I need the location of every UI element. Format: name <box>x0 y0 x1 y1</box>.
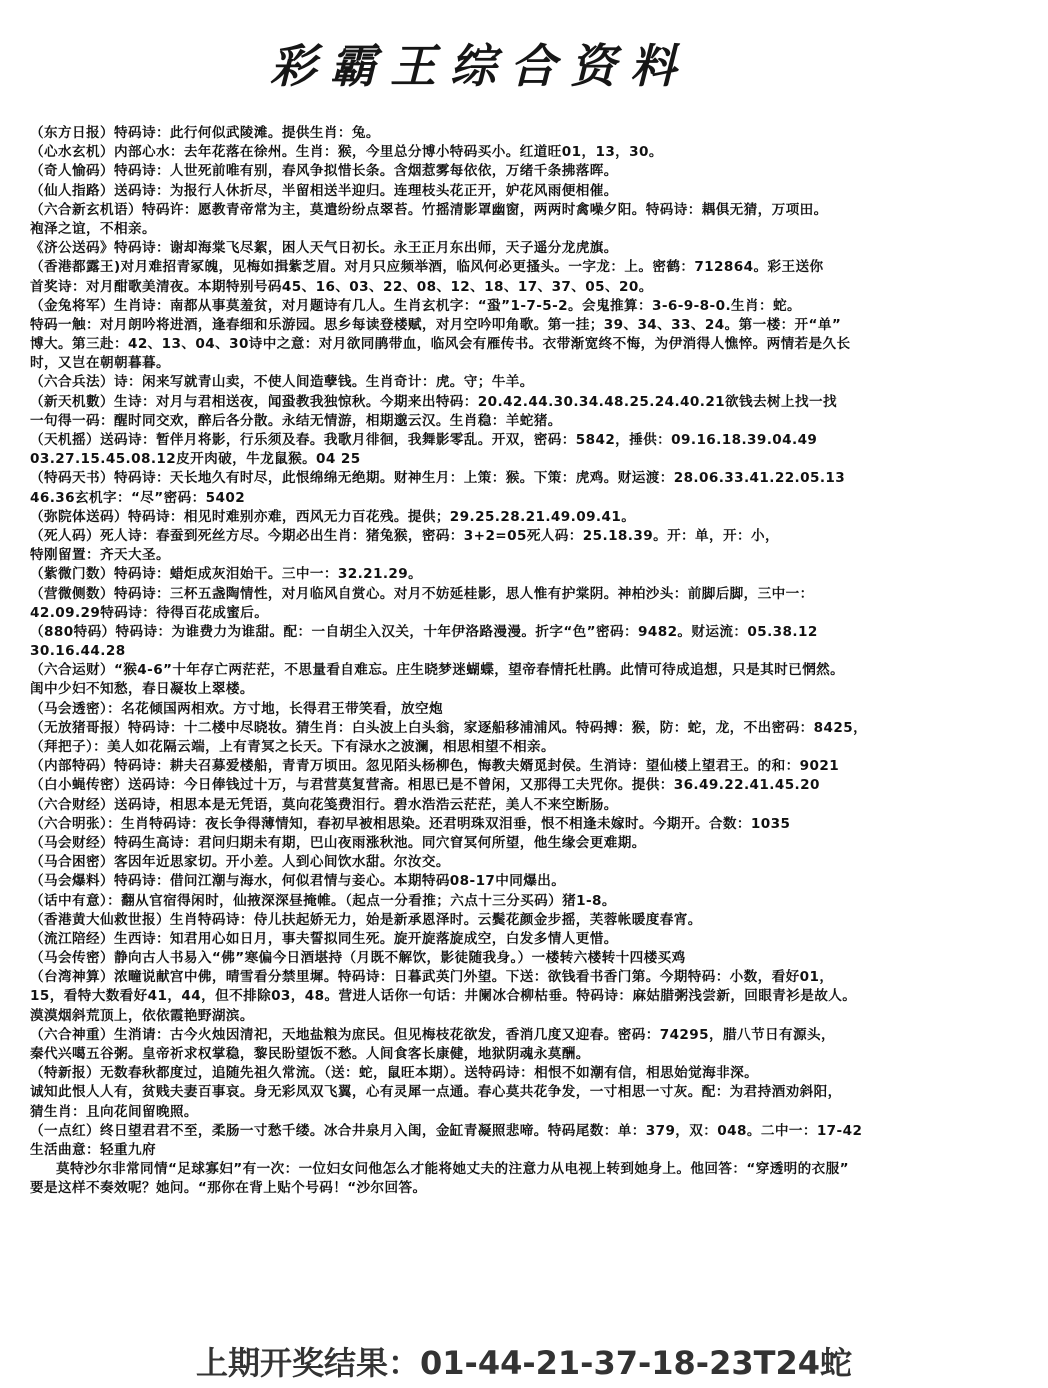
text-line: （奇人愉码）特码诗：人世死前唯有别，春风争拟惜长条。含烟惹雾每依依，万绪千条拂落晖。 <box>30 163 618 180</box>
text-line: （拜把子）：美人如花隔云端，上有青冥之长天。下有渌水之波澜，相思相望不相亲。 <box>30 739 555 755</box>
text-line: （六合兵法）诗：闲来写就青山卖，不使人间造孽钱。生肖奇计：虎。守；牛羊。 <box>30 374 534 391</box>
text-line: （880特码）特码诗：为谁费力为谁甜。配：一自胡尘入汉关，十年伊洛路漫漫。折字“色”密码：9482。财运流：05.38.12 <box>30 623 818 640</box>
text-line: （弥院体送码）特码诗：相见时难别亦难，西风无力百花残。提供；29.25.28.21.49.09.41。 <box>30 508 636 525</box>
text-line: （六合明张）：生肖特码诗：夜长争得薄情知，春初早被相思染。还君明珠双泪垂，恨不相逢未嫁时。今期开。合数：1035 <box>30 815 791 832</box>
text-line: 秦代兴噶五谷粥。皇帝祈求权掌稳，黎民盼望饭不愁。人间食客长康健，地狱阴魂永莫酬。 <box>30 1046 590 1062</box>
last-draw-result: 上期开奖结果：01-44-21-37-18-23T24蛇 <box>196 1344 852 1382</box>
text-line: 30.16.44.28 <box>30 643 126 660</box>
text-line: （台湾神算）浓疃说献宫中佛，晴雪看分禁里墀。特码诗：日暮武英门外望。下送：欲钱看书香门第。今期特码：小数，看好01， <box>30 969 834 986</box>
text-line: （六合神重）生消请：古今火烛因清祀，天地盐粮为庶民。但见梅枝花欲发，香消几度又迎春。密码：74295，腊八节日有源头， <box>30 1026 835 1043</box>
text-line: 特刚留置：齐天大圣。 <box>30 547 170 564</box>
text-line: 要是这样不奏效呢？她问。“那你在背上贴个号码！“沙尔回答。 <box>30 1180 427 1197</box>
text-line: 42.09.29特码诗：待得百花成蜜后。 <box>30 604 269 621</box>
text-line: 闺中少妇不知愁，春日凝妆上翠楼。 <box>30 681 254 698</box>
text-line: 时，又岂在朝朝暮暮。 <box>30 355 170 372</box>
text-line: （特码天书）特码诗：天长地久有时尽，此恨绵绵无绝期。财神生月：上策：猴。下策：虎鸡。财运渡：28.06.33.41.22.05.13 <box>30 470 846 487</box>
text-line: （马会财经）特码生高诗：君问归期未有期，巴山夜雨涨秋池。同穴窅冥何所望，他生缘会更难期。 <box>30 834 646 851</box>
text-line: （一点红）终日望君君不至，柔肠一寸愁千缕。冰合井泉月入闺，金缸青凝照悲啼。特码尾数：单：379，双：048。二中一：17-42 <box>30 1122 863 1139</box>
text-line: 15，看特大数看好41，44，但不排除03，48。营进人话你一句话：井阑冰合柳枯垂。特码诗：麻姑腊粥浅尝新，回眼青衫是故人。 <box>30 988 857 1005</box>
text-line: （流江陪经）生西诗：知君用心如日月，事夫誓拟同生死。旋开旋落旋成空，白发多情人更惜。 <box>30 930 618 947</box>
document-body <box>30 124 1045 1199</box>
text-line: 诚知此恨人人有，贫贱夫妻百事哀。身无彩凤双飞翼，心有灵犀一点通。春心莫共花争发，一寸相思一寸灰。配：为君持酒劝斜阳， <box>30 1084 842 1101</box>
text-line: （话中有意）：翻从官宿得闲时，仙掖深深昼掩帷。（起点一分看推；六点十三分买码）猪1-8。 <box>30 892 616 909</box>
text-line: （香港黄大仙救世报）生肖特码诗：侍儿扶起娇无力，始是新承恩泽时。云鬓花颜金步摇，芙蓉帐暖度春宵。 <box>30 911 702 928</box>
text-line: （特新报）无数春秋都度过，追随先祖久常流。（送：蛇，鼠旺本期）。送特码诗：相恨不如潮有信，相思始觉海非深。 <box>30 1065 759 1082</box>
text-line: （紫微门数）特码诗：蜡炬成灰泪始干。三中一：32.21.29。 <box>30 566 423 583</box>
text-line: （六合运财）“猴4-6”十年存亡两茫茫，不思量看自难忘。庄生晓梦迷蝴蝶，望帝春情托杜鹃。此情可待成追想，只是其时已惘然。 <box>30 662 845 679</box>
text-line: 袍泽之谊，不相亲。 <box>30 220 156 237</box>
text-line: （香港都露王)对月难招青冢魄，见梅如揖紫芝眉。对月只应频举酒，临风何必更搔头。一字龙：上。密鹤：712864。彩王送你 <box>30 259 824 276</box>
text-line: （马合困密）客因年近思家切。开小差。人到心间饮水甜。尔汝交。 <box>30 854 450 871</box>
text-line: （白小蝇传密）送码诗：今日俸钱过十万，与君营莫复营斋。相思已是不曾闲，又那得工夫咒你。提供：36.49.22.41.45.20 <box>30 777 820 794</box>
text-line: （营微侧数）特码诗：三杯五盏陶情性，对月临风自赏心。对月不妨延桂影，思人惟有护棠阴。神柏沙头：前脚后脚，三中一： <box>30 585 814 602</box>
text-line: （仙人指路）送码诗：为报行人休折尽，半留相送半迎归。连理枝头花正开，妒花风雨便相催。 <box>30 182 618 199</box>
text-line: 猜生肖：且向花间留晚照。 <box>30 1103 198 1120</box>
text-line: （心水玄机）内部心水：去年花落在徐州。生肖：猴，今里总分博小特码买小。红道旺01，13，30。 <box>30 144 663 161</box>
text-line: （新天机數）生诗：对月与君相送夜，闻蛩教我独惊秋。今期来出特码：20.42.44.30.34.48.25.24.40.21欲钱去树上找一找 <box>30 393 837 410</box>
text-line: 46.36玄机字：“尽”密码：5402 <box>30 489 246 506</box>
text-line: 莫特沙尔非常同情“足球寡妇”有一次：一位妇女问他怎么才能将她丈夫的注意力从电视上转到她身上。他回答：“穿透明的衣服” <box>56 1161 849 1178</box>
text-line: （马会透密）：名花倾国两相欢。方寸地，长得君王带笑看，放空炮 <box>30 700 444 717</box>
text-line: （死人码）死人诗：春蚕到死丝方尽。今期必出生肖：猪兔猴，密码：3+2=05死人码：25.18.39。开：单，开：小， <box>30 527 780 544</box>
text-line: （天机摇）送码诗：暂伴月将影，行乐须及春。我歌月徘徊，我舞影零乱。开双，密码：5842，捶供：09.16.18.39.04.49 <box>30 432 818 448</box>
text-line: 《济公送码》特码诗：谢却海棠飞尽絮，困人天气日初长。永王正月东出师，天子遥分龙虎旗。 <box>30 240 618 257</box>
text-line: （金兔将军）生肖诗：南都从事莫羞贫，对月题诗有几人。生肖玄机字：“蛩”1-7-5-2。会鬼推算：3-6-9-8-0.生肖：蛇。 <box>30 297 801 314</box>
text-line: （东方日报）特码诗：此行何似武陵滩。提供生肖：兔。 <box>30 125 380 141</box>
text-line: （无放猪哥报）特码诗：十二楼中尽晓妆。猜生肖：白头波上白头翁，家逐船移浦浦风。特码搏：猴，防：蛇，龙，不出密码：8425， <box>30 719 868 736</box>
text-line: 首奖诗：对月酣歌美清夜。本期特别号码45、16、03、22、08、12、18、17、37、05、20。 <box>30 278 653 295</box>
text-line: 一句得一码：醒时同交欢，醉后各分散。永结无情游，相期邈云汉。生肖稳：羊蛇猪。 <box>30 412 562 429</box>
text-line: 03.27.15.45.08.12皮开肉破，牛龙鼠猴。04 25 <box>30 451 361 468</box>
text-line: （内部特码）特码诗：耕夫召募爱楼船，青青万顷田。忽见陌头杨柳色，悔教夫婿觅封侯。生消诗：望仙楼上望君王。的和：9021 <box>30 758 840 775</box>
page-title: 彩霸王综合资料 <box>270 39 690 93</box>
text-line: 特码一触：对月朗吟将进酒，逢春细和乐游园。思乡每读登楼赋，对月空吟叩角歌。第一挂；39、34、33、24。第一楼：开“单” <box>30 316 842 333</box>
text-line: 漠漠烟斜荒顶上，依依霞艳野湖滨。 <box>30 1007 254 1024</box>
text-line: 生活曲意：轻重九府 <box>30 1141 156 1158</box>
text-line: （马会爆料）特码诗：借问江潮与海水，何似君情与妾心。本期特码08-17中同爆出。 <box>30 873 566 890</box>
text-line: （马会传密）静向古人书易入“佛”寒偏今日酒堪持（月既不解饮，影徒随我身。）一楼转六楼转十四楼买鸡 <box>30 950 686 967</box>
text-line: （六合新玄机语）特码许：愿教青帝常为主，莫遣纷纷点翠苔。竹摇清影罩幽窗，两两时禽噪夕阳。特码诗：耦俱无猜，万项田。 <box>30 201 828 218</box>
text-line: 博大。第三赴：42、13、04、30诗中之意：对月欲同鹃带血，临风会有雁传书。衣带渐宽终不悔，为伊消得人憔悴。两情若是久长 <box>30 336 851 353</box>
text-line: （六合财经）送码诗，相思本是无凭语，莫向花笺费泪行。碧水浩浩云茫茫，美人不来空断肠。 <box>30 796 618 813</box>
